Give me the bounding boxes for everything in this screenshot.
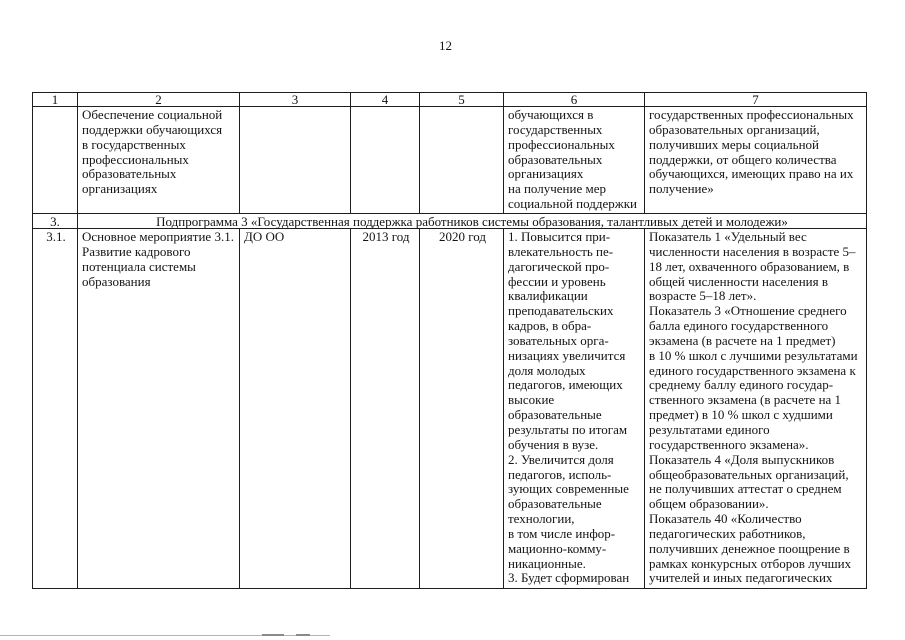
cell-line: Показатель 1 «Удельный вес [649, 229, 807, 244]
cell-line: рамках конкурсных отборов лучших [649, 555, 852, 571]
cell-line: кадров, в обра- [508, 318, 592, 334]
cell-line: предмет) в 10 % школ с худшими [649, 407, 833, 423]
cell-line: 2. Увеличится доля [508, 451, 614, 467]
cell-line: Развитие кадрового [82, 243, 191, 259]
cell-line: фессии и уровень [508, 273, 606, 289]
cell-line: 1. Повысится при- [508, 229, 611, 244]
cell-indicators [645, 107, 867, 214]
cell-number [33, 107, 78, 214]
cell-executor: ДО ОО [240, 229, 351, 589]
cell-line: не получивших аттестат о среднем [649, 481, 842, 497]
cell-line: 18 лет, охваченного образованием, в [649, 258, 850, 274]
subprogram-number: 3. [33, 214, 78, 229]
cell-line: никационные. [508, 555, 586, 571]
cell-line: высокие [508, 392, 555, 408]
cell-line: зовательных орга- [508, 332, 609, 348]
cell-line: государственного экзамена». [649, 436, 809, 452]
cell-line: общей численности населения в [649, 273, 828, 289]
cell-line: педагогов, исполь- [508, 466, 612, 482]
cell-start [351, 107, 420, 214]
header-cell: 3 [240, 93, 351, 107]
cell-line: влекательность пе- [508, 243, 614, 259]
header-cell: 7 [645, 93, 867, 107]
cell-line: получение» [649, 181, 714, 197]
cell-line: зующих современные [508, 481, 629, 497]
table-row-3-1 [33, 229, 867, 589]
cell-line: Показатель 40 «Количество [649, 511, 802, 527]
cell-line: поддержки обучающихся [82, 121, 223, 137]
cell-line: возрасте 5–18 лет». [649, 288, 757, 304]
cell-line: ственного экзамена (в расчете на 1 [649, 392, 842, 408]
cell-line: потенциала системы [82, 258, 196, 274]
cell-line: Показатель 4 «Доля выпускников [649, 451, 835, 467]
cell-line: низациях увеличится [508, 347, 626, 363]
cell-start: 2013 год [351, 229, 420, 589]
header-cell: 6 [504, 93, 645, 107]
cell-line: мационно-комму- [508, 540, 607, 556]
cell-line: численности населения в возрасте 5– [649, 243, 856, 259]
cell-line: результатами единого [649, 421, 770, 437]
cell-event [78, 229, 240, 589]
cell-line: обучающихся в [508, 107, 594, 122]
cell-line: на получение мер [508, 181, 606, 197]
cell-line: педагогических работников, [649, 525, 806, 541]
cell-line: Показатель 3 «Отношение среднего [649, 303, 847, 319]
program-measures-table [32, 92, 867, 589]
cell-line: преподавательских [508, 303, 614, 319]
cell-line: Основное мероприятие 3.1. [82, 229, 234, 244]
cell-line: организациях [82, 181, 158, 197]
cell-line: среднему баллу единого государ- [649, 377, 834, 393]
cell-results [504, 107, 645, 214]
cell-indicators [645, 229, 867, 589]
cell-line: дагогической про- [508, 258, 610, 274]
cell-line: экзамена (в расчете на 1 предмет) [649, 332, 836, 348]
table-row-continued [33, 107, 867, 214]
cell-line: единого государственного экзамена к [649, 362, 856, 378]
cell-line: педагогов, имеющих [508, 377, 623, 393]
cell-line: результаты по итогам [508, 421, 628, 437]
cell-line: обучения в вузе. [508, 436, 599, 452]
header-row [33, 93, 867, 107]
cell-number: 3.1. [33, 229, 78, 589]
cell-line: организациях [508, 166, 584, 182]
cell-line: технологии, [508, 511, 575, 527]
cell-line: балла единого государственного [649, 318, 829, 334]
cell-line: 3. Будет сформирован [508, 570, 630, 586]
cell-executor [240, 107, 351, 214]
header-cell: 4 [351, 93, 420, 107]
cell-results [504, 229, 645, 589]
cell-line: доля молодых [508, 362, 586, 378]
cell-line: образования [82, 273, 151, 289]
cell-line: профессиональных [508, 136, 615, 152]
cell-line: получивших денежное поощрение в [649, 540, 850, 556]
cell-line: образовательные [508, 407, 602, 423]
cell-line: квалификации [508, 288, 588, 304]
cell-line: профессиональных [82, 151, 189, 167]
cell-line: образовательные [508, 496, 602, 512]
cell-line: государственных [508, 121, 603, 137]
header-cell: 1 [33, 93, 78, 107]
cell-line: общем образовании». [649, 496, 769, 512]
cell-line: поддержки, от общего количества [649, 151, 837, 167]
cell-line: получивших меры социальной [649, 136, 820, 152]
subprogram-row [33, 214, 867, 229]
cell-line: в том числе инфор- [508, 525, 616, 541]
cell-line: государственных профессиональных [649, 107, 854, 122]
scan-artifact-speck [262, 634, 284, 636]
cell-end [420, 107, 504, 214]
cell-line: Обеспечение социальной [82, 107, 223, 122]
subprogram-title: Подпрограмма 3 «Государственная поддержка работников системы образования, талантливых детей и молодежи» [78, 214, 867, 229]
cell-event [78, 107, 240, 214]
header-cell: 2 [78, 93, 240, 107]
cell-line: социальной поддержки [508, 196, 637, 212]
cell-line: образовательных [508, 151, 603, 167]
scan-artifact-speck [296, 634, 310, 636]
header-cell: 5 [420, 93, 504, 107]
cell-line: образовательных организаций, [649, 121, 820, 137]
cell-line: образовательных [82, 166, 177, 182]
cell-line: в 10 % школ с лучшими результатами [649, 347, 858, 363]
page-number: 12 [439, 38, 452, 53]
cell-line: общеобразовательных организаций, [649, 466, 849, 482]
cell-line: обучающихся, имеющих право на их [649, 166, 854, 182]
cell-line: учителей и иных педагогических [649, 570, 833, 586]
cell-end: 2020 год [420, 229, 504, 589]
cell-line: в государственных [82, 136, 186, 152]
